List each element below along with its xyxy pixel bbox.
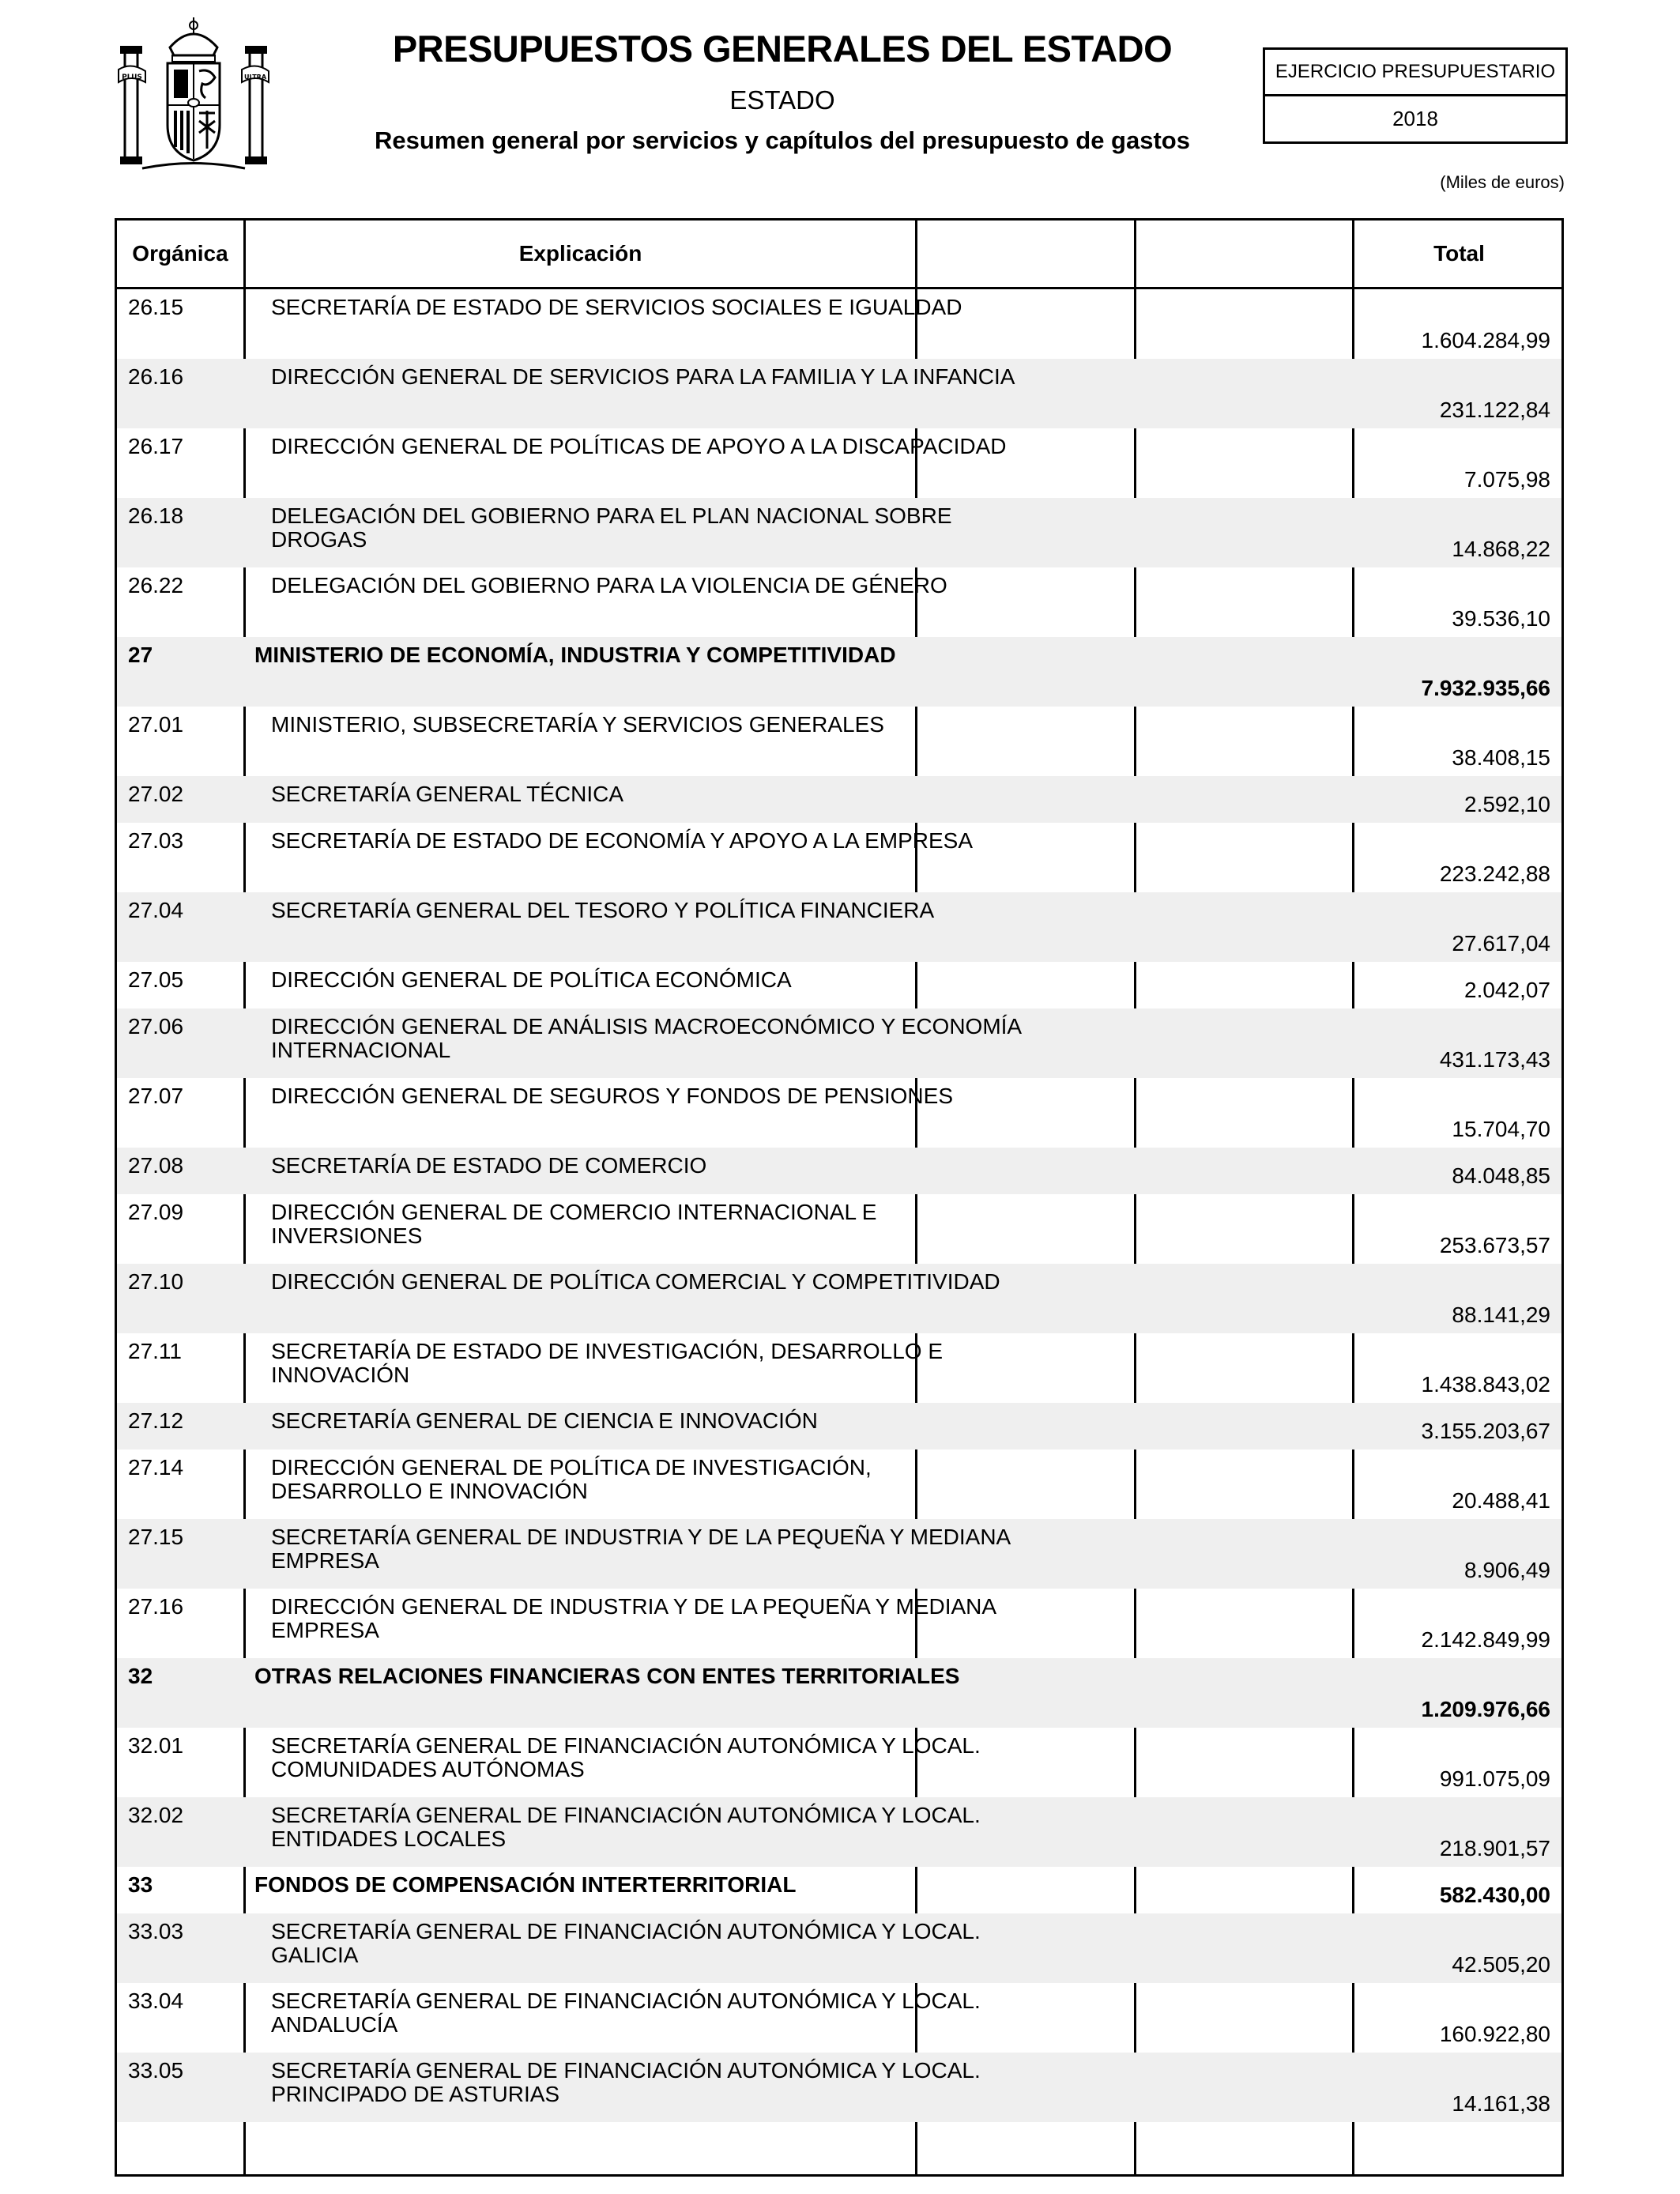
row-total: 39.536,10: [1452, 606, 1550, 631]
row-code: 33.05: [128, 2058, 184, 2083]
row-code: 32.02: [128, 1803, 184, 1827]
table-row: [117, 823, 1561, 892]
row-code: 27: [128, 643, 153, 667]
table-row: [117, 1797, 1561, 1867]
row-total: 253.673,57: [1439, 1233, 1550, 1257]
row-total: 88.141,29: [1452, 1302, 1550, 1327]
row-code: 27.05: [128, 967, 184, 992]
table-row: [117, 359, 1561, 428]
table-row: [117, 962, 1561, 1008]
row-total: 3.155.203,67: [1421, 1419, 1550, 1443]
row-total: 20.488,41: [1452, 1488, 1550, 1513]
table-row: [117, 1728, 1561, 1797]
page-subtitle: ESTADO: [729, 85, 835, 115]
row-code: 27.01: [128, 712, 184, 737]
table-row: [117, 1078, 1561, 1148]
row-total: 7.932.935,66: [1421, 676, 1550, 700]
row-total: 2.142.849,99: [1421, 1627, 1550, 1652]
row-total: 7.075,98: [1464, 467, 1550, 492]
row-total: 2.592,10: [1464, 792, 1550, 816]
row-description: MINISTERIO DE ECONOMÍA, INDUSTRIA Y COMPETITIVIDAD: [254, 643, 896, 667]
row-description: DIRECCIÓN GENERAL DE ANÁLISIS MACROECONÓMICO Y ECONOMÍA INTERNACIONAL: [271, 1014, 1021, 1062]
row-code: 27.06: [128, 1014, 184, 1039]
row-description: DIRECCIÓN GENERAL DE POLÍTICA DE INVESTIGACIÓN, DESARROLLO E INNOVACIÓN: [271, 1455, 872, 1503]
row-description: FONDOS DE COMPENSACIÓN INTERTERRITORIAL: [254, 1872, 797, 1897]
table-row: [117, 2053, 1561, 2122]
row-description: SECRETARÍA DE ESTADO DE ECONOMÍA Y APOYO A LA EMPRESA: [271, 828, 973, 853]
row-total: 1.438.843,02: [1421, 1372, 1550, 1397]
table-row: [117, 892, 1561, 962]
row-description: DELEGACIÓN DEL GOBIERNO PARA LA VIOLENCIA DE GÉNERO: [271, 573, 947, 598]
row-description: SECRETARÍA DE ESTADO DE COMERCIO: [271, 1153, 707, 1178]
row-total: 27.617,04: [1452, 931, 1550, 956]
row-code: 27.11: [128, 1339, 182, 1363]
row-description: DIRECCIÓN GENERAL DE INDUSTRIA Y DE LA PEQUEÑA Y MEDIANA EMPRESA: [271, 1594, 996, 1642]
row-total: 582.430,00: [1439, 1883, 1550, 1907]
table-row: [117, 1913, 1561, 1983]
row-code: 27.15: [128, 1525, 184, 1549]
table-row: [117, 498, 1561, 567]
row-description: DIRECCIÓN GENERAL DE POLÍTICA COMERCIAL Y COMPETITIVIDAD: [271, 1269, 1000, 1294]
row-total: 15.704,70: [1452, 1117, 1550, 1141]
table-row: [117, 1983, 1561, 2053]
row-total: 38.408,15: [1452, 745, 1550, 770]
row-code: 26.15: [128, 295, 184, 319]
row-total: 431.173,43: [1439, 1047, 1550, 1072]
header-column-4: [1136, 221, 1352, 287]
table-row: [117, 1658, 1561, 1728]
budget-table: [115, 218, 1564, 2177]
row-description: SECRETARÍA GENERAL TÉCNICA: [271, 782, 624, 806]
exercise-year: 2018: [1392, 107, 1438, 130]
row-description: SECRETARÍA GENERAL DE FINANCIACIÓN AUTONÓMICA Y LOCAL. PRINCIPADO DE ASTURIAS: [271, 2058, 981, 2106]
row-description: DIRECCIÓN GENERAL DE POLÍTICAS DE APOYO A LA DISCAPACIDAD: [271, 434, 1007, 458]
units-note: (Miles de euros): [1440, 172, 1565, 192]
row-code: 27.10: [128, 1269, 184, 1294]
row-code: 26.18: [128, 503, 184, 528]
row-code: 27.16: [128, 1594, 184, 1619]
row-code: 26.16: [128, 364, 184, 389]
header-total: Total: [1433, 241, 1485, 266]
row-total: 160.922,80: [1439, 2022, 1550, 2046]
row-total: 14.868,22: [1452, 537, 1550, 561]
row-code: 27.14: [128, 1455, 184, 1480]
row-code: 27.04: [128, 898, 184, 922]
row-code: 32: [128, 1664, 153, 1688]
row-total: 1.604.284,99: [1421, 328, 1550, 352]
row-total: 991.075,09: [1439, 1766, 1550, 1791]
table-row: [117, 1519, 1561, 1589]
row-description: SECRETARÍA GENERAL DE INDUSTRIA Y DE LA PEQUEÑA Y MEDIANA EMPRESA: [271, 1525, 1010, 1573]
table-row: [117, 1589, 1561, 1658]
svg-text:PLUS: PLUS: [122, 74, 142, 81]
row-code: 27.08: [128, 1153, 184, 1178]
row-description: DIRECCIÓN GENERAL DE POLÍTICA ECONÓMICA: [271, 967, 792, 992]
table-row: [117, 1867, 1561, 1913]
row-description: SECRETARÍA GENERAL DE FINANCIACIÓN AUTONÓMICA Y LOCAL. ENTIDADES LOCALES: [271, 1803, 981, 1851]
row-total: 8.906,49: [1464, 1558, 1550, 1582]
row-code: 33.04: [128, 1989, 184, 2013]
row-total: 218.901,57: [1439, 1836, 1550, 1860]
svg-text:ULTRA: ULTRA: [243, 74, 267, 81]
table-row: [117, 1403, 1561, 1449]
row-code: 32.01: [128, 1733, 184, 1758]
table-row: [117, 1008, 1561, 1078]
row-description: DIRECCIÓN GENERAL DE COMERCIO INTERNACIONAL E INVERSIONES: [271, 1200, 877, 1248]
table-header: [117, 221, 1561, 289]
header-explicacion: Explicación: [518, 241, 642, 266]
row-description: SECRETARÍA GENERAL DEL TESORO Y POLÍTICA FINANCIERA: [271, 898, 935, 922]
page-description: Resumen general por servicios y capítulos del presupuesto de gastos: [375, 126, 1190, 154]
row-description: SECRETARÍA DE ESTADO DE SERVICIOS SOCIALES E IGUALDAD: [271, 295, 962, 319]
page-title: PRESUPUESTOS GENERALES DEL ESTADO: [392, 28, 1173, 70]
row-code: 27.09: [128, 1200, 184, 1224]
row-description: SECRETARÍA GENERAL DE FINANCIACIÓN AUTONÓMICA Y LOCAL. ANDALUCÍA: [271, 1989, 981, 2037]
row-code: 26.17: [128, 434, 184, 458]
table-row: [117, 1148, 1561, 1194]
table-row: [117, 567, 1561, 637]
table-row: [117, 1449, 1561, 1519]
table-row: [117, 1333, 1561, 1403]
coat-of-arms-icon: [111, 14, 277, 176]
row-total: 2.042,07: [1464, 978, 1550, 1002]
table-row: [117, 637, 1561, 707]
row-description: SECRETARÍA GENERAL DE FINANCIACIÓN AUTONÓMICA Y LOCAL. COMUNIDADES AUTÓNOMAS: [271, 1733, 981, 1781]
row-code: 33.03: [128, 1919, 184, 1943]
row-total: 231.122,84: [1439, 398, 1550, 422]
table-row: [117, 776, 1561, 823]
row-description: SECRETARÍA GENERAL DE CIENCIA E INNOVACIÓN: [271, 1408, 818, 1433]
table-row: [117, 289, 1561, 359]
exercise-label: EJERCICIO PRESUPUESTARIO: [1265, 50, 1565, 96]
row-description: DIRECCIÓN GENERAL DE SEGUROS Y FONDOS DE PENSIONES: [271, 1084, 953, 1108]
row-description: DELEGACIÓN DEL GOBIERNO PARA EL PLAN NACIONAL SOBRE DROGAS: [271, 503, 952, 552]
row-total: 1.209.976,66: [1421, 1697, 1550, 1721]
header-column-3: [917, 221, 1134, 287]
row-total: 14.161,38: [1452, 2091, 1550, 2116]
row-total: 223.242,88: [1439, 861, 1550, 886]
row-code: 33: [128, 1872, 153, 1897]
row-description: SECRETARÍA DE ESTADO DE INVESTIGACIÓN, DESARROLLO E INNOVACIÓN: [271, 1339, 944, 1387]
table-row: [117, 428, 1561, 498]
row-description: DIRECCIÓN GENERAL DE SERVICIOS PARA LA FAMILIA Y LA INFANCIA: [271, 364, 1015, 389]
row-code: 27.03: [128, 828, 184, 853]
row-total: 42.505,20: [1452, 1952, 1550, 1977]
table-row: [117, 707, 1561, 776]
row-code: 27.07: [128, 1084, 184, 1108]
table-row: [117, 1264, 1561, 1333]
row-code: 26.22: [128, 573, 184, 598]
row-code: 27.02: [128, 782, 184, 806]
row-description: SECRETARÍA GENERAL DE FINANCIACIÓN AUTONÓMICA Y LOCAL. GALICIA: [271, 1919, 981, 1967]
row-description: OTRAS RELACIONES FINANCIERAS CON ENTES TERRITORIALES: [254, 1664, 960, 1688]
exercise-box: [1263, 47, 1568, 144]
row-description: MINISTERIO, SUBSECRETARÍA Y SERVICIOS GENERALES: [271, 712, 884, 737]
row-code: 27.12: [128, 1408, 184, 1433]
table-row: [117, 1194, 1561, 1264]
row-total: 84.048,85: [1452, 1163, 1550, 1188]
header-organica: Orgánica: [132, 241, 228, 266]
